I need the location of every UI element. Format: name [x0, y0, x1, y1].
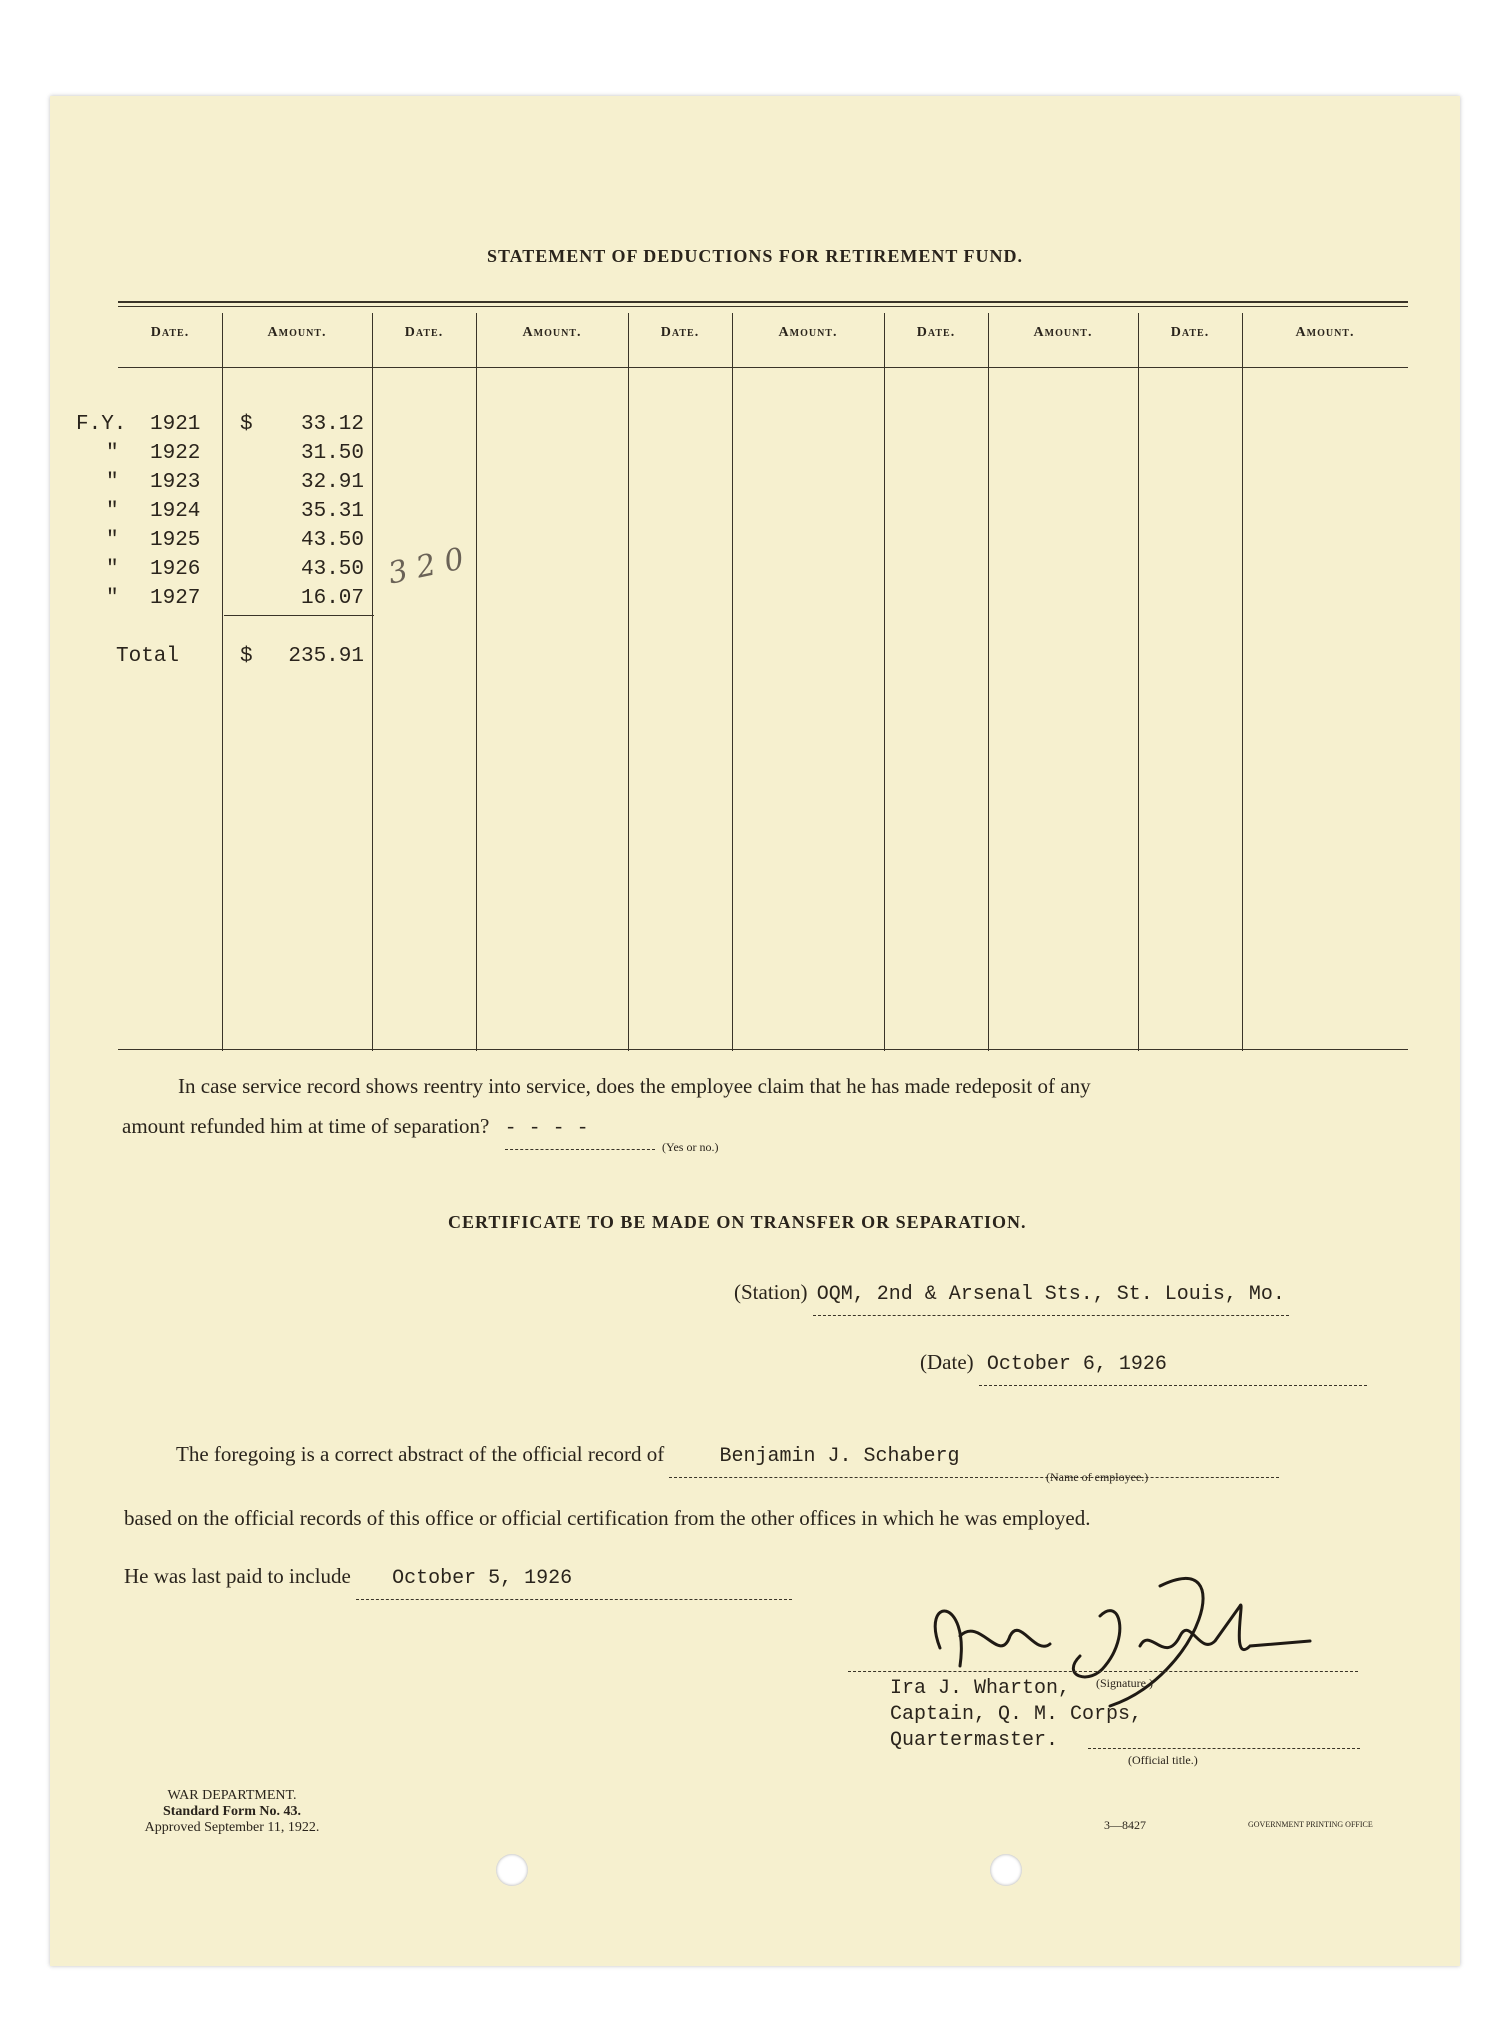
footer-dept: WAR DEPARTMENT. — [167, 1788, 297, 1803]
row-currency: $ — [240, 413, 253, 436]
row-amount: 43.50 — [300, 529, 364, 552]
row-prefix: " — [106, 471, 119, 494]
row-prefix: " — [106, 558, 119, 581]
column-divider — [732, 313, 733, 1051]
header-amount-4: Amount. — [1033, 325, 1093, 340]
signature-caption: (Signature.) — [1096, 1676, 1153, 1690]
station-label: (Station) — [734, 1280, 808, 1304]
row-amount: 16.07 — [300, 587, 364, 610]
row-prefix: " — [106, 587, 119, 610]
header-date-3: Date. — [660, 325, 700, 340]
employee-caption: (Name of employee.) — [1046, 1470, 1149, 1484]
signer-name: Ira J. Wharton, — [890, 1677, 1071, 1700]
form-identification — [122, 1788, 342, 1836]
reentry-question-line2 — [122, 1106, 655, 1150]
row-year: 1921 — [150, 413, 201, 436]
row-year: 1924 — [150, 500, 201, 523]
column-divider — [628, 313, 629, 1051]
station-line — [734, 1272, 1289, 1316]
column-divider — [988, 313, 989, 1051]
reentry-question-text: amount refunded him at time of separation? — [122, 1114, 490, 1138]
column-divider — [222, 313, 223, 1051]
column-divider — [372, 313, 373, 1051]
total-currency: $ — [240, 645, 253, 668]
signer-title: Quartermaster. — [890, 1729, 1059, 1752]
total-amount: 235.91 — [288, 645, 364, 668]
header-amount-2: Amount. — [522, 325, 582, 340]
official-title-line — [1088, 1748, 1360, 1749]
row-amount: 43.50 — [300, 558, 364, 581]
row-prefix: " — [106, 529, 119, 552]
last-paid-line — [124, 1556, 792, 1600]
footer-code: 3—8427 — [1104, 1818, 1146, 1832]
row-year: 1923 — [150, 471, 201, 494]
signature-line — [848, 1671, 1358, 1672]
date-label: (Date) — [920, 1350, 974, 1374]
row-amount: 32.91 — [300, 471, 364, 494]
abstract-text: The foregoing is a correct abstract of the official record of — [176, 1442, 665, 1466]
footer-approved: Approved September 11, 1922. — [144, 1820, 320, 1835]
row-year: 1922 — [150, 442, 201, 465]
last-paid-label: He was last paid to include — [124, 1564, 351, 1588]
form-title: STATEMENT OF DEDUCTIONS FOR RETIREMENT FUND. — [486, 246, 1024, 266]
based-on-text: based on the official records of this office or official certification from the other offices in which he was employed. — [124, 1506, 1091, 1530]
column-divider — [1138, 313, 1139, 1051]
row-amount: 31.50 — [300, 442, 364, 465]
table-header-rule — [118, 367, 1408, 368]
official-title-caption: (Official title.) — [1128, 1753, 1198, 1767]
station-value: OQM, 2nd & Arsenal Sts., St. Louis, Mo. — [813, 1275, 1289, 1316]
date-value: October 6, 1926 — [979, 1345, 1367, 1386]
header-date-5: Date. — [1170, 325, 1210, 340]
row-prefix: " — [106, 442, 119, 465]
last-paid-value: October 5, 1926 — [356, 1559, 792, 1600]
employee-name: Benjamin J. Schaberg — [669, 1437, 1279, 1478]
reentry-answer-caption: (Yes or no.) — [662, 1140, 719, 1154]
column-divider — [476, 313, 477, 1051]
table-top-rule-2 — [118, 306, 1408, 307]
footer-form: Standard Form No. 43. — [162, 1804, 302, 1819]
row-year: 1926 — [150, 558, 201, 581]
header-amount-3: Amount. — [778, 325, 838, 340]
form-page — [50, 96, 1460, 1966]
reentry-answer: - - - - — [505, 1109, 655, 1150]
header-date-4: Date. — [916, 325, 956, 340]
header-date-1: Date. — [150, 325, 190, 340]
row-year: 1925 — [150, 529, 201, 552]
row-year: 1927 — [150, 587, 201, 610]
punch-hole — [496, 1854, 528, 1886]
table-bottom-rule — [118, 1049, 1408, 1050]
table-top-rule — [118, 301, 1408, 303]
total-label: Total — [116, 645, 180, 668]
row-prefix: " — [106, 500, 119, 523]
signer-rank: Captain, Q. M. Corps, — [890, 1703, 1143, 1726]
row-amount: 33.12 — [300, 413, 364, 436]
header-amount-5: Amount. — [1295, 325, 1355, 340]
sum-rule — [224, 615, 374, 616]
header-date-2: Date. — [404, 325, 444, 340]
header-amount-1: Amount. — [267, 325, 327, 340]
reentry-question-line1: In case service record shows reentry into service, does the employee claim that he has made redeposit of any — [178, 1074, 1091, 1098]
signer-block — [890, 1676, 1142, 1754]
column-divider — [884, 313, 885, 1051]
punch-hole — [990, 1854, 1022, 1886]
row-prefix: F.Y. — [76, 413, 127, 436]
deductions-table — [76, 301, 1408, 1051]
row-amount: 35.31 — [300, 500, 364, 523]
column-divider — [1242, 313, 1243, 1051]
date-line — [920, 1342, 1367, 1386]
certificate-heading: CERTIFICATE TO BE MADE ON TRANSFER OR SEPARATION. — [448, 1212, 1027, 1232]
footer-printer: GOVERNMENT PRINTING OFFICE — [1248, 1820, 1373, 1829]
margin-note: 3 2 0 — [385, 541, 468, 592]
